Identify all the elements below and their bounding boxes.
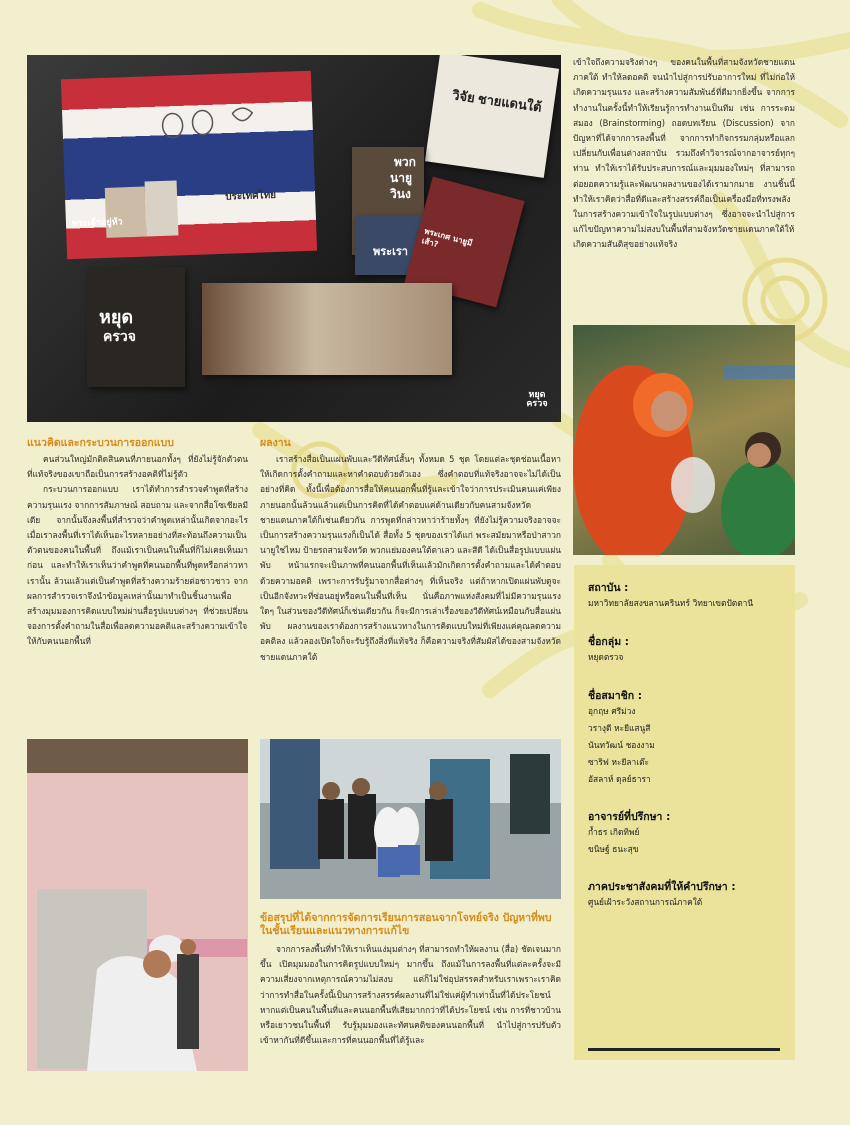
poster-title-main: หยุด <box>99 307 134 328</box>
photo-illustration <box>573 325 795 555</box>
project-info-box <box>574 565 795 1060</box>
concept-text <box>27 452 248 650</box>
results-text <box>260 452 561 665</box>
partner-value: ศูนย์เฝ้าระวังสถานการณ์ภาคใต้ <box>588 897 703 907</box>
thai-flag-poster <box>61 71 317 260</box>
book-title: วิจัย ชายแดนใต้ <box>451 87 543 115</box>
group-value: หยุดตรวจ <box>588 652 624 662</box>
advisors-label: อาจารย์ที่ปรึกษา : <box>588 811 671 823</box>
institution-label: สถาบัน : <box>588 582 629 594</box>
intro-continued-text <box>573 55 795 253</box>
results-paragraph-1: เราสร้างสื่อเป็นแผ่นพับและวีดีทัศน์สั้นๆ ทั้งหมด 5 ชุด โดยแต่ละชุดช่อนเนื้อหาให้เกิดการตั้งคำถามและหาคำตอบด้วยตัวเอง ซึ่งคำตอบที่แท้จริงอาจจะไม่ได้เป็นอย่างที่คิด ทั้งนี้เพื่อต้องการสื่อให้คนนอกพื้นที่รู้และเข้าใจว่าการประเมินคนแค่เพียงภายนอกนั้นล้วนแล้วแต่เป็นการคิดที่ได้คำตอบแค่ด้านเดียวกับคนสามจังหวัดชายแดนภาคใต้ก็เช่นเดียวกัน การพูดที่กล่าวหาว่าร้ายทั้งๆ ที่ยังไม่รู้ความจริงอาจจะเป็นการสร้างความรุนแรงก็เป็นได้ สื่อทั้ง 5 ชุดของเราได้แก่ พระสมัยมาหรือป่าสาวกนายูใช่ไหม ป้ายรถสามจังหวัด พวกแย่มองคนใต้ตาเลว และสีดี ได้เป็นสื่อรูปแบบแผ่นพับ หน้าแรกจะเป็นภาพที่คนนอกพื้นที่เห็นแล้วมักเกิดการตั้งคำถามและได้คำตอบด้วยความอคติ เพราะการรับรู้มาจากสื่อต่างๆ ที่เห็นจริง แต่ถ้าหากเปิดแผ่นพับดูจะเป็นอีกจังหวะที่ซ่อนอยู่หรือคนในพื้นที่เห็น นั่นคือภาพแห่งสังคมที่ไม่มีความรุนแรงใดๆ ในส่วนของวีดีทัศน์ก็เช่นเดียวกัน ก็จะมีการเล่าเรื่องของวีดีทัศน์เหมือนกับสื่อแผ่นพับ ผลงานของเราต้องการสร้างแนวทางในการคิดแบบใหม่ที่เพียงแค่คุณลดความอคติลง แล้วลองเปิดใจก็จะรับรู้ถึงสิ่งที่แท้จริง ก็คือความจริงที่สัมผัสได้ของสามจังหวัดชายแดนภาคใต้ <box>260 454 561 662</box>
poster-red-hood-text: พระเกศ นายูมีเส้า? <box>420 226 474 249</box>
summary-text <box>260 942 561 1048</box>
members-label: ชื่อสมาชิก : <box>588 690 642 702</box>
institution-value: มหาวิทยาลัยสงขลานครินทร์ วิทยาเขตปัตตานี <box>588 598 754 608</box>
poster-collage-photo <box>27 55 561 422</box>
pink-room-illustration <box>27 739 248 1071</box>
member-1: อุกฤษ ศรีม่วง <box>588 706 636 716</box>
partner-label: ภาคประชาสังคมที่ให้คำปรึกษา : <box>588 881 736 893</box>
group-selfie-illustration <box>260 739 561 899</box>
concept-paragraph-1: คนส่วนใหญ่มักติดสินคนที่ภายนอกทั้งๆ ที่ยังไม่รู้จักตัวตนที่แท้จริงของเขาถือเป็นการสร้างอคติที่ไม่รู้ตัว <box>27 454 248 480</box>
concept-heading: แนวคิดและกระบวนการออกแบบ <box>27 437 174 449</box>
orange-raincoat-photo <box>573 325 795 555</box>
poster-hyut-kruat <box>87 267 185 387</box>
poster-elder-text-3: วินง <box>390 187 411 201</box>
poster-title-sub: ครวจ <box>103 329 136 345</box>
summary-heading: ข้อสรุปที่ได้จากการจัดการเรียนการสอนจากโจทย์จริง ปัญหาที่พบในชั้นเรียนและแนวทางการแก้ไข <box>260 912 552 937</box>
poster-sign-text: พระเรา <box>373 245 408 258</box>
info-divider <box>588 1048 780 1051</box>
poster-elder-text-1: พวก <box>394 155 416 169</box>
poster-elder-text-2: นายู <box>390 171 412 185</box>
group-label: ชื่อกลุ่ม : <box>588 636 630 648</box>
flag-caption-left: พระเจ้าอยู่หัว <box>71 217 123 230</box>
collage-logo: หยุด ครวจ <box>526 390 548 409</box>
summary-paragraph-1: จากการลงพื้นที่ทำให้เราเห็นแง่มุมต่างๆ ที่สามารถทำให้ผลงาน (สื่อ) ชัดเจนมากขึ้น เปิดมุมมองในการคิดรูปแบบใหม่ๆ มากขึ้น ถึงแม้ในการลงพื้นที่แต่ละครั้งจะมีความเสี่ยงจากเหตุการณ์ความไม่สงบ แต่ก็ไม่ใช่อุปสรรคสำหรับเราเพราะเราคิดว่าการทำสื่อในครั้งนี้เป็นการสร้างสรรค์ผลงานที่ไม่ใช่แค่ผู้ทำเท่านั้นที่ได้ประโยชน์ หากแต่เป็นคนในพื้นที่และคนนอกพื้นที่เสียมากกว่าที่ได้ประโยชน์ เช่น การที่ชาวบ้านหรือเยาวชนในพื้นที่ รับรู้มุมมองและทัศนคติของคนนอกพื้นที่ นำไปสู่การปรับตัวเข้าหากันที่ดีขึ้นและการที่คนนอกพื้นที่ได้รู้และ <box>260 944 561 1046</box>
member-3: นันทวัฒน์ ชองงาม <box>588 740 655 750</box>
results-heading: ผลงาน <box>260 437 291 449</box>
member-2: วรางุดี หะยีแสนูสี <box>588 723 651 733</box>
concept-paragraph-2: กระบวนการออกแบบ เราได้ทำการสำรวจคำพูดที่สร้างความรุนแรง จากการสัมภาษณ์ สอบถาม และจากสื่อโซเชียลมีเดีย จากนั้นจึงลงพื้นที่สำรวจว่าคำพูดเหล่านั้นเกิดจากอะไร เมื่อเราลงพื้นที่เราได้เห็นอะไรหลายอย่างที่สะท้อนถึงความเป็นตัวตนของคนในพื้นที่ ถึงแม้เราเป็นคนในพื้นที่ก็ไม่เคยเห็นมาก่อน และทำให้เราเห็นว่าคำพูดที่คนนอกพื้นที่พูดหรือกล่าวหาเรานั้น ล้วนแล้วแต่เป็นคำพูดที่สร้างความร้ายต่อชาวชาว จากผลการสำรวจเราจึงนำข้อมูลเหล่านั้นมาทำเป็นชิ้นงานเพื่อสร้างมุมมองการคิดแบบใหม่ผ่านสื่อรูปแบบต่างๆ ที่ช่วยเปลี่ยนจองการตั้งคำถามในสื่อเพื่อลดความอคติและสร้างความเข้าใจให้กับคนนอกพื้นที่ <box>27 484 248 647</box>
advisor-2: ขนิษฐ์ ธนะสุข <box>588 844 639 854</box>
advisor-1: ก้ำธร เกิดทิพย์ <box>588 827 640 837</box>
doodle-face-icons <box>61 71 317 260</box>
pink-room-photo <box>27 739 248 1071</box>
group-selfie-photo <box>260 739 561 899</box>
member-4: ซาริฟ หะยีลาเต๊ะ <box>588 757 650 767</box>
intro-continued-paragraph: เข้าใจถึงความจริงต่างๆ ของคนในพื้นที่สามจังหวัดชายแดนภาคใต้ ทำให้ลดอคติ จนนำไปสู่การปรับอาการใหม่ ที่ไม่ก่อให้เกิดความรุนแรง และสร้างความสัมพันธ์ที่ดีมากยิ่งขึ้น จากการทำงานในครั้งนี้ทำให้เรียนรู้การทำงานเป็นทีม เช่น การระดมสมอง (Brainstorming) ถอดบทเรียน (Discussion) จากปัญหาที่ได้จากการลงพื้นที่ จากการทำกิจกรรมกลุ่มหรือแลกเปลี่ยนกับเพื่อนต่างสถาบัน รวมถึงคำวิจารณ์จากอาจารย์ทุกๆ ท่าน ทำให้เราได้รับประสบการณ์และมุมมองใหม่ๆ ที่สามารถต่อยอดความรู้และพัฒนาผลงานของได้เรามากมาย งานชิ้นนี้ทำให้เราคิดว่าสื่อที่ดีและสร้างสรรค์ถือเป็นเครื่องมือที่ทรงพลังในการสร้างความเข้าใจในรูปแบบต่างๆ ซึ่งอาจจะนำไปสู่การแก้ไขปัญหาความไม่สงบในพื้นที่สามจังหวัดชายแดนภาคใต้ให้เกิดความสันติสุขอย่างแท้จริง <box>573 57 795 250</box>
poster-classroom <box>202 283 452 375</box>
flag-caption-right: ประเทศไทย <box>224 189 277 203</box>
book-cover <box>425 55 559 178</box>
member-5: อัสลาห์ ดุลย์ธารา <box>588 774 651 784</box>
